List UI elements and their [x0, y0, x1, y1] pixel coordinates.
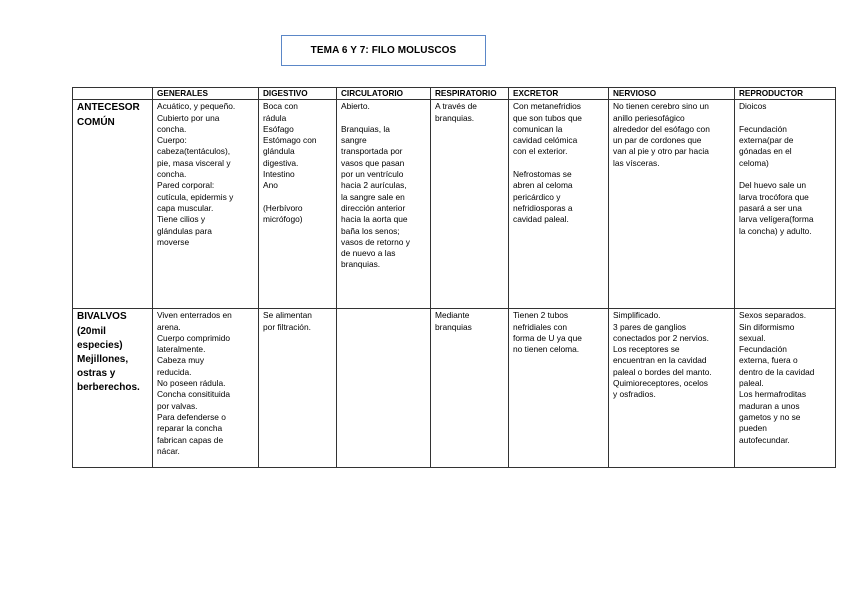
- table-row: [73, 309, 836, 468]
- table-cell: A través de branquias.: [431, 100, 509, 309]
- table-cell: Tienen 2 tubos nefridiales con forma de U ya que no tienen celoma.: [509, 309, 609, 468]
- header-digestivo: DIGESTIVO: [259, 88, 337, 100]
- table-cell: Viven enterrados en arena. Cuerpo comprimido lateralmente. Cabeza muy reducida. No poseen rádula. Concha consitituida por valvas. Para defenderse o reparar la concha fabrican capas de nácar.: [153, 309, 259, 468]
- table-cell: Boca con rádula Esófago Estómago con glándula digestiva. Intestino Ano (Herbívoro micrófogo): [259, 100, 337, 309]
- header-row: [73, 88, 836, 100]
- table-cell: Abierto. Branquias, la sangre transportada por vasos que pasan por un ventrículo hacia 2 aurículas, la sangre sale en dirección anterior hacia la aorta que baña los senos; vasos de retorno y de nuevo a las branquias.: [337, 100, 431, 309]
- table-row: [73, 100, 836, 309]
- header-circulatorio: CIRCULATORIO: [337, 88, 431, 100]
- table-cell: Acuático, y pequeño. Cubierto por una concha. Cuerpo: cabeza(tentáculos), pie, masa visceral y concha. Pared corporal: cutícula, epidermis y capa muscular. Tiene cilios y glándulas para moverse: [153, 100, 259, 309]
- table-cell: No tienen cerebro sino un anillo periesofágico alrededor del esófago con un par de cordones que van al pie y otro par hacia las vísceras.: [609, 100, 735, 309]
- mollusc-table: [72, 87, 836, 468]
- row-label-bivalvos: BIVALVOS (20mil especies) Mejillones, ostras y berberechos.: [73, 309, 153, 468]
- table-cell: Mediante branquias: [431, 309, 509, 468]
- table-cell: Simplificado. 3 pares de ganglios conectados por 2 nervios. Los receptores se encuentran en la cavidad paleal o bordes del manto. Quimioreceptores, ocelos y osfradios.: [609, 309, 735, 468]
- table-cell: [337, 309, 431, 468]
- header-respiratorio: RESPIRATORIO: [431, 88, 509, 100]
- table-cell: Sexos separados. Sin diformismo sexual. Fecundación externa, fuera o dentro de la cavidad paleal. Los hermafroditas maduran a unos gametos y no se pueden autofecundar.: [735, 309, 836, 468]
- header-generales: GENERALES: [153, 88, 259, 100]
- document-title: TEMA 6 Y 7: FILO MOLUSCOS: [281, 35, 486, 66]
- row-label-antecesor: ANTECESOR COMÚN: [73, 100, 153, 309]
- header-nervioso: NERVIOSO: [609, 88, 735, 100]
- header-excretor: EXCRETOR: [509, 88, 609, 100]
- header-reproductor: REPRODUCTOR: [735, 88, 836, 100]
- header-empty: [73, 88, 153, 100]
- table-cell: Dioicos Fecundación externa(par de gónadas en el celoma) Del huevo sale un larva trocófora que pasará a ser una larva velígera(forma la concha) y adulto.: [735, 100, 836, 309]
- table-cell: Con metanefridios que son tubos que comunican la cavidad celómica con el exterior. Nefrostomas se abren al celoma pericárdico y nefridiosporas a cavidad paleal.: [509, 100, 609, 309]
- table-cell: Se alimentan por filtración.: [259, 309, 337, 468]
